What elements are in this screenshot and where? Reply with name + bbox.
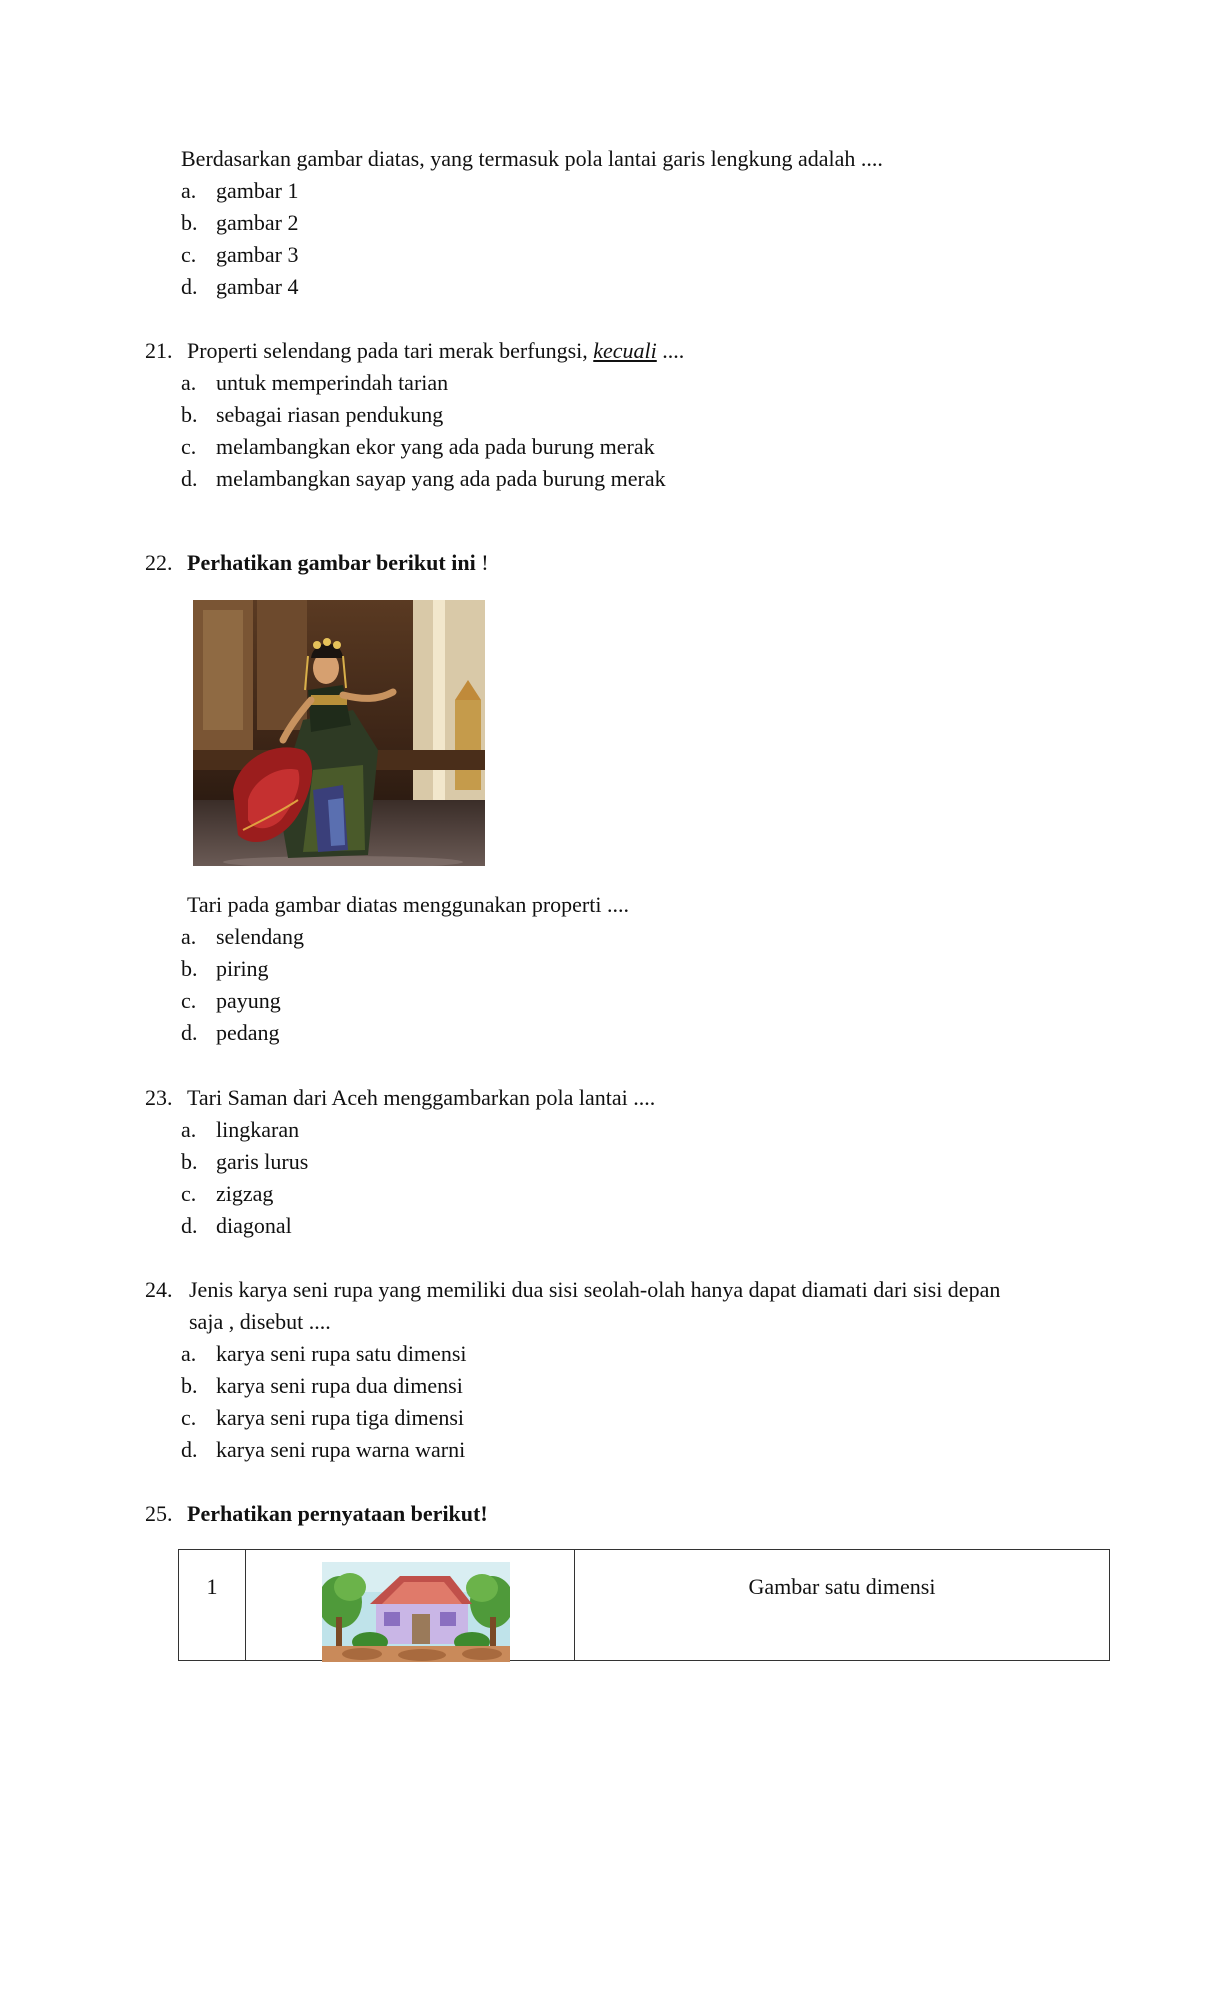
dancer-photo [193, 600, 485, 866]
row-number-cell: 1 [179, 1550, 246, 1661]
q22-option-c-text: payung [216, 988, 281, 1013]
q24-option-b-text: karya seni rupa dua dimensi [216, 1373, 463, 1398]
q24-stem-line2: saja , disebut .... [189, 1309, 331, 1334]
q23-stem: Tari Saman dari Aceh menggambarkan pola lantai .... [187, 1085, 656, 1110]
q20-stem: Berdasarkan gambar diatas, yang termasuk pola lantai garis lengkung adalah .... [181, 146, 883, 171]
q21-option-d-letter: d. [181, 466, 198, 491]
q24-stem-line1: Jenis karya seni rupa yang memiliki dua sisi seolah-olah hanya dapat diamati dari sisi depan [189, 1277, 1001, 1302]
q21-option-a-text: untuk memperindah tarian [216, 370, 449, 395]
q24-option-d-text: karya seni rupa warna warni [216, 1437, 466, 1462]
q23-option-d-text: diagonal [216, 1213, 292, 1238]
house-picture [322, 1562, 510, 1662]
q20-option-b-letter: b. [181, 210, 198, 235]
q21-stem-pre: Properti selendang pada tari merak berfungsi, [187, 338, 588, 363]
q23-option-d-letter: d. [181, 1213, 198, 1238]
q21-option-b-text: sebagai riasan pendukung [216, 402, 444, 427]
q23-option-a-text: lingkaran [216, 1117, 300, 1142]
q25-number: 25. [145, 1501, 173, 1526]
q24-option-b-letter: b. [181, 1373, 198, 1398]
q23-number: 23. [145, 1085, 173, 1110]
q20-option-d-text: gambar 4 [216, 274, 299, 299]
q20-option-a-letter: a. [181, 178, 197, 203]
q23-option-b-text: garis lurus [216, 1149, 309, 1174]
q23-option-c-letter: c. [181, 1181, 197, 1206]
q20-option-c-text: gambar 3 [216, 242, 299, 267]
q21-stem-post: .... [662, 338, 685, 363]
q21-number: 21. [145, 338, 173, 363]
q22-option-c-letter: c. [181, 988, 197, 1013]
q23-option-b-letter: b. [181, 1149, 198, 1174]
q22-option-d-text: pedang [216, 1020, 280, 1045]
q22-option-b-letter: b. [181, 956, 198, 981]
q24-option-c-letter: c. [181, 1405, 197, 1430]
q21-stem [187, 337, 684, 365]
q25-stem-bold: Perhatikan pernyataan berikut! [187, 1501, 488, 1526]
q20-option-a-text: gambar 1 [216, 178, 299, 203]
q21-option-a-letter: a. [181, 370, 197, 395]
q20-option-b-text: gambar 2 [216, 210, 299, 235]
q24-option-c-text: karya seni rupa tiga dimensi [216, 1405, 465, 1430]
q22-option-a-text: selendang [216, 924, 304, 949]
q22-stem [187, 549, 489, 577]
q24-option-a-letter: a. [181, 1341, 197, 1366]
row-description-cell: Gambar satu dimensi [575, 1550, 1110, 1661]
q22-stem-mark: ! [481, 550, 489, 575]
statement-table [178, 1549, 1110, 1661]
q25-stem [187, 1500, 488, 1528]
q23-option-c-text: zigzag [216, 1181, 274, 1206]
q21-option-b-letter: b. [181, 402, 198, 427]
q20-option-c-letter: c. [181, 242, 197, 267]
q24-number: 24. [145, 1277, 173, 1302]
table-row [179, 1550, 1110, 1661]
q21-option-c-text: melambangkan ekor yang ada pada burung merak [216, 434, 655, 459]
q22-stem-bold: Perhatikan gambar berikut ini [187, 550, 476, 575]
q22-option-a-letter: a. [181, 924, 197, 949]
q23-option-a-letter: a. [181, 1117, 197, 1142]
q20-option-d-letter: d. [181, 274, 198, 299]
q21-stem-emphasis: kecuali [593, 338, 657, 363]
q22-option-d-letter: d. [181, 1020, 198, 1045]
q24-option-d-letter: d. [181, 1437, 198, 1462]
q21-option-c-letter: c. [181, 434, 197, 459]
q22-question: Tari pada gambar diatas menggunakan properti .... [187, 892, 629, 917]
row-image-cell [246, 1550, 575, 1661]
q22-option-b-text: piring [216, 956, 269, 981]
q21-option-d-text: melambangkan sayap yang ada pada burung merak [216, 466, 666, 491]
q24-option-a-text: karya seni rupa satu dimensi [216, 1341, 467, 1366]
q22-number: 22. [145, 550, 173, 575]
